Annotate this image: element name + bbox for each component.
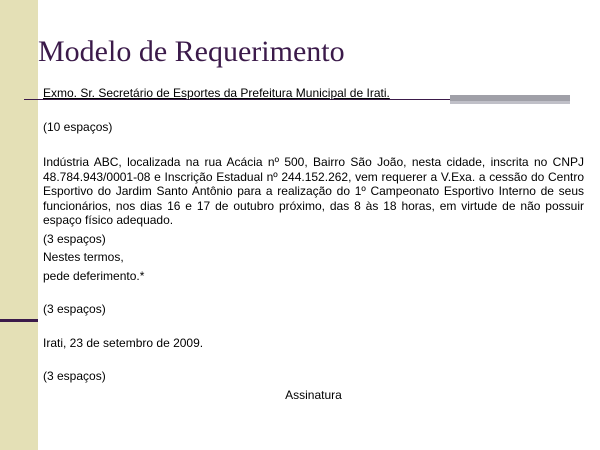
document-body xyxy=(43,86,584,402)
addressee-line: Exmo. Sr. Secretário de Esportes da Prefeitura Municipal de Irati. xyxy=(43,86,390,100)
spaces-note-3-b: (3 espaços) xyxy=(43,302,106,316)
closing-line-2: pede deferimento.* xyxy=(43,268,145,283)
left-decorative-band xyxy=(0,0,38,450)
closing-line-1: Nestes termos, xyxy=(43,250,124,264)
spaces-note-3-a: (3 espaços) xyxy=(43,231,106,246)
request-paragraph: Indústria ABC, localizada na rua Acácia nº 500, Bairro São João, nesta cidade, inscrita no CNPJ 48.784.943/0001-08 e Inscrição Estadual nº 244.152.262, vem requerer a V.Exa. a cessão do Centro Esportivo do Jardim Santo Antônio para a realização do 1º Campeonato Esportivo Interno de seus funcionários, nos dias 16 e 17 de outubro próximo, das 8 às 18 horas, em virtude de não possuir espaço físico adequado. xyxy=(43,155,584,227)
left-divider xyxy=(0,319,38,322)
date-line: Irati, 23 de setembro de 2009. xyxy=(43,335,204,350)
spaces-note-3-c: (3 espaços) xyxy=(43,369,106,383)
signature-line: Assinatura xyxy=(285,387,342,402)
spaces-note-10: (10 espaços) xyxy=(43,119,113,134)
page-title: Modelo de Requerimento xyxy=(38,35,345,68)
